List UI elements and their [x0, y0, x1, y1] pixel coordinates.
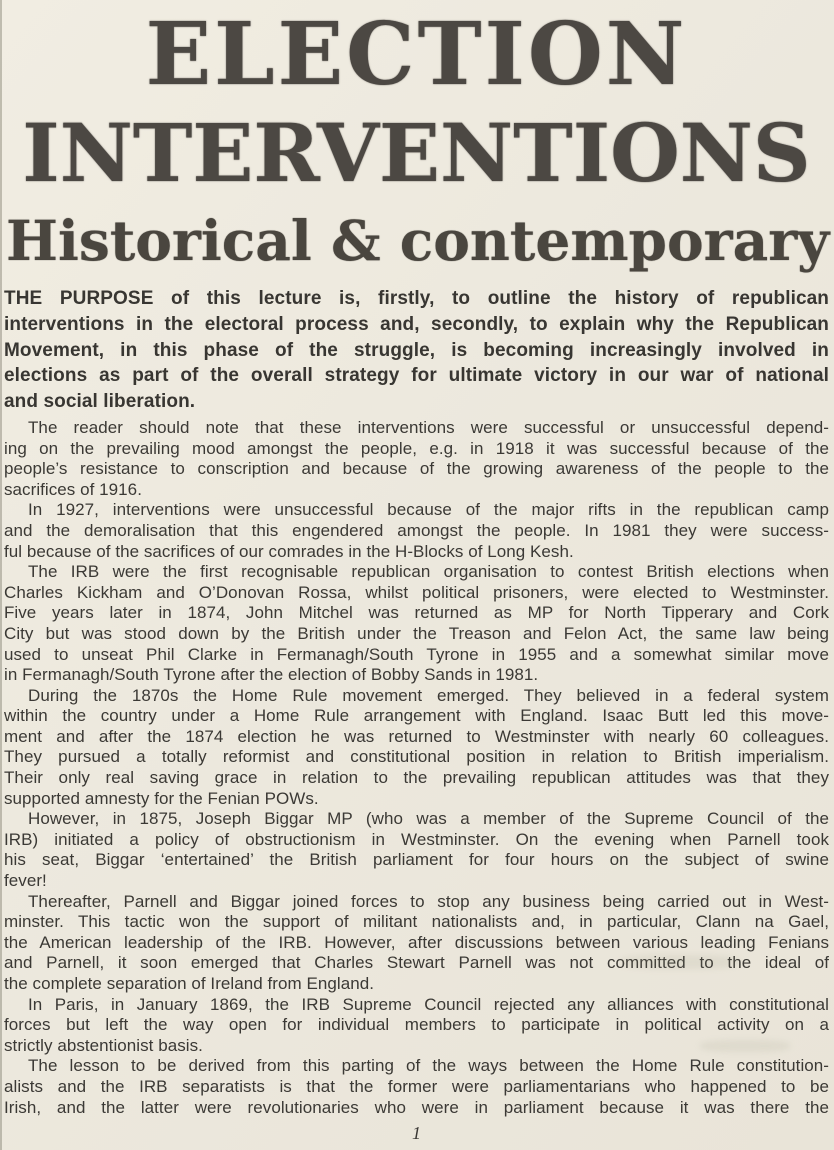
- text-line: During the 1870s the Home Rule movement emerged. They believed in a federal system: [28, 685, 829, 705]
- text-line: In Paris, in January 1869, the IRB Supreme Council rejected any alliances with constitutional: [28, 994, 829, 1014]
- article-title-line1: ELECTION: [145, 4, 688, 105]
- page-footer: [4, 1123, 829, 1144]
- text-line: elections as part of the overall strategy for ultimate victory in our war of national: [4, 365, 829, 387]
- text-line: the American leadership of the IRB. However, after discussions between various leading Fenians: [4, 932, 829, 952]
- text-line: Their only real saving grace in relation to the prevailing republican attitudes was that they: [4, 768, 829, 788]
- text-line: Thereafter, Parnell and Biggar joined forces to stop any business being carried out in West-: [28, 891, 829, 911]
- text-line: alists and the IRB separatists is that the former were parliamentarians who happened to be: [4, 1076, 829, 1096]
- text-line: However, in 1875, Joseph Biggar MP (who was a member of the Supreme Council of the: [28, 809, 829, 829]
- masthead: [4, 6, 829, 279]
- text-line: people’s resistance to conscription and because of the growing awareness of the people to the: [4, 459, 829, 479]
- text-line: In 1927, interventions were unsuccessful because of the major rifts in the republican camp: [28, 500, 829, 520]
- text-line: used to unseat Phil Clarke in Fermanagh/South Tyrone in 1955 and a somewhat similar move: [4, 644, 829, 664]
- article-title-line2: INTERVENTIONS: [22, 106, 811, 200]
- paragraph: [4, 995, 829, 1057]
- text-line: They pursued a totally reformist and constitutional position in relation to British imperialism.: [4, 747, 829, 767]
- text-line: THE PURPOSE of this lecture is, firstly, to outline the history of republican: [4, 288, 829, 309]
- paragraph: [4, 418, 829, 500]
- text-line: and social liberation.: [4, 391, 196, 413]
- text-line: The lesson to be derived from this parting of the ways between the Home Rule constitution-: [28, 1056, 829, 1076]
- intro-paragraph: [4, 286, 829, 415]
- text-line: ment and after the 1874 election he was returned to Westminster with nearly 60 colleagues.: [4, 726, 829, 746]
- text-line: The reader should note that these interventions were successful or unsuccessful depend-: [28, 417, 829, 437]
- text-line: fever!: [4, 871, 47, 891]
- text-line: ing on the prevailing mood amongst the people, e.g. in 1918 it was successful because of the: [4, 438, 829, 458]
- paragraph: [4, 686, 829, 810]
- paragraph: [4, 809, 829, 891]
- text-line: minster. This tactic won the support of militant nationalists and, in particular, Clann na Gael,: [4, 912, 829, 932]
- text-line: and the demoralisation that this engendered amongst the people. In 1981 they were success-: [4, 520, 829, 540]
- page-number: 1: [412, 1123, 421, 1144]
- text-line: Charles Kickham and O’Donovan Rossa, whilst political prisoners, were elected to Westminster.: [4, 582, 829, 602]
- text-line: Movement, in this phase of the struggle, is becoming increasingly involved in: [4, 339, 829, 361]
- paragraph: [4, 562, 829, 686]
- text-line: IRB) initiated a policy of obstructionism in Westminster. On the evening when Parnell took: [4, 829, 829, 849]
- text-line: supported amnesty for the Fenian POWs.: [4, 788, 319, 808]
- text-line: interventions in the electoral process and, secondly, to explain why the Republican: [4, 313, 829, 335]
- text-line: strictly abstentionist basis.: [4, 1035, 203, 1055]
- text-line: sacrifices of 1916.: [4, 479, 142, 499]
- text-line: and Parnell, it soon emerged that Charles Stewart Parnell was not committed to the ideal of: [4, 953, 829, 973]
- text-line: Five years later in 1874, John Mitchel was returned as MP for North Tipperary and Cork: [4, 603, 829, 623]
- text-line: forces but left the way open for individual members to participate in political activity on a: [4, 1015, 829, 1035]
- article-subtitle: Historical & contemporary: [6, 208, 830, 273]
- paragraph: [4, 892, 829, 995]
- text-line: his seat, Biggar ‘entertained’ the British parliament for four hours on the subject of swine: [4, 850, 829, 870]
- paragraph: [4, 500, 829, 562]
- paragraph: [4, 1056, 829, 1118]
- text-line: The IRB were the first recognisable republican organisation to contest British elections when: [28, 562, 829, 582]
- text-line: in Fermanagh/South Tyrone after the election of Bobby Sands in 1981.: [4, 665, 539, 685]
- text-line: the complete separation of Ireland from England.: [4, 974, 375, 994]
- text-line: ful because of the sacrifices of our comrades in the H-Blocks of Long Kesh.: [4, 541, 574, 561]
- text-line: within the country under a Home Rule arrangement with England. Isaac Butt led this move-: [4, 706, 829, 726]
- article-body: [4, 286, 829, 1118]
- text-line: Irish, and the latter were revolutionaries who were in parliament because it was there the: [4, 1097, 829, 1117]
- text-line: City but was stood down by the British under the Treason and Felon Act, the same law being: [4, 623, 829, 643]
